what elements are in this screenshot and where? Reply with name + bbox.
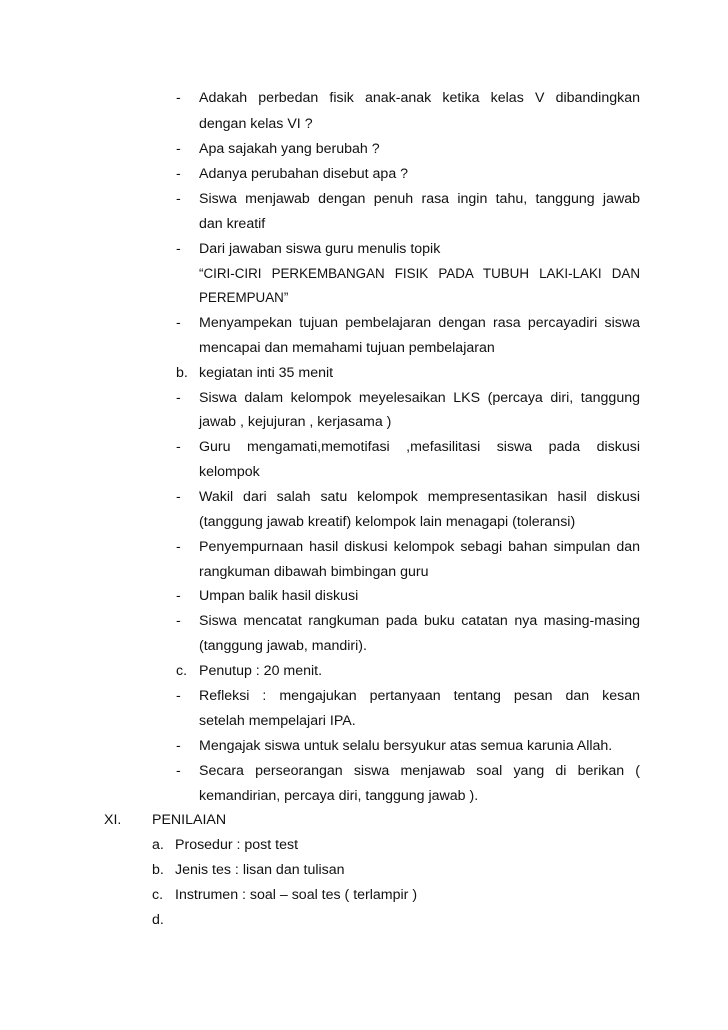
list-item-line: (tanggung jawab, mandiri). (199, 638, 367, 654)
list-marker: - (176, 141, 181, 157)
list-marker: - (176, 166, 181, 182)
list-item-line: Jenis tes : lisan dan tulisan (175, 862, 345, 878)
list-item-line: dengan kelas VI ? (199, 116, 313, 132)
list-item-line: “CIRI-CIRI PERKEMBANGAN FISIK PADA TUBUH LAKI-LAKI DAN (199, 266, 640, 281)
list-item-line: kemandirian, percaya diri, tanggung jawab ). (199, 788, 479, 804)
list-item-line: Secara perseorangan siswa menjawab soal yang di berikan ( (199, 763, 640, 779)
list-item-line: dan kreatif (199, 216, 266, 232)
list-item-line: Siswa mencatat rangkuman pada buku catatan nya masing-masing (199, 613, 640, 629)
list-item-line: rangkuman dibawah bimbingan guru (199, 564, 429, 580)
list-marker: - (176, 390, 181, 406)
list-marker: - (176, 489, 181, 505)
list-marker: - (176, 688, 181, 704)
list-item-line: jawab , kejujuran , kerjasama ) (199, 414, 392, 430)
list-item-line: Penutup : 20 menit. (199, 663, 323, 679)
list-marker: b. (152, 862, 164, 878)
list-item-line: mencapai dan memahami tujuan pembelajaran (199, 340, 495, 356)
list-item-line: Umpan balik hasil diskusi (199, 588, 359, 604)
list-marker: - (176, 763, 181, 779)
list-marker: - (176, 738, 181, 754)
list-item-line: PEREMPUAN” (199, 290, 289, 305)
list-item-line: Instrumen : soal – soal tes ( terlampir ) (175, 887, 418, 903)
list-item-line: Dari jawaban siswa guru menulis topik (199, 241, 441, 257)
list-item-line: Guru mengamati,memotifasi ,mefasilitasi siswa pada diskusi (199, 439, 640, 455)
list-marker: c. (152, 887, 164, 903)
list-item-line: Prosedur : post test (175, 837, 299, 853)
list-item-line: Siswa dalam kelompok meyelesaikan LKS (percaya diri, tanggung (199, 390, 640, 406)
list-item-line: kelompok (199, 464, 260, 480)
list-marker: - (176, 191, 181, 207)
list-item-line: Refleksi : mengajukan pertanyaan tentang pesan dan kesan (199, 688, 640, 704)
list-marker: - (176, 241, 181, 257)
list-marker: - (176, 439, 181, 455)
section-title: PENILAIAN (152, 812, 227, 828)
list-item-line: Wakil dari salah satu kelompok mempresentasikan hasil diskusi (199, 489, 640, 505)
list-marker: a. (152, 837, 164, 853)
list-item-line: Apa sajakah yang berubah ? (199, 141, 380, 157)
list-marker: - (176, 539, 181, 555)
list-item-line: Penyempurnaan hasil diskusi kelompok sebagi bahan simpulan dan (199, 539, 640, 555)
list-marker: - (176, 588, 181, 604)
list-item-line: Adanya perubahan disebut apa ? (199, 166, 409, 182)
section-number: XI. (104, 812, 122, 828)
list-marker: - (176, 613, 181, 629)
list-item-line: (tanggung jawab kreatif) kelompok lain menagapi (toleransi) (199, 514, 576, 530)
list-item-line: Adakah perbedan fisik anak-anak ketika kelas V dibandingkan (199, 90, 640, 106)
list-marker: d. (152, 912, 164, 928)
list-item-line: Menyampekan tujuan pembelajaran dengan rasa percayadiri siswa (199, 315, 640, 331)
list-marker: - (176, 315, 181, 331)
list-item-line: Mengajak siswa untuk selalu bersyukur atas semua karunia Allah. (199, 738, 613, 754)
list-item-line: Siswa menjawab dengan penuh rasa ingin tahu, tanggung jawab (199, 191, 640, 207)
list-marker: b. (176, 365, 188, 381)
list-item-line: setelah mempelajari IPA. (199, 713, 356, 729)
list-marker: - (176, 90, 181, 106)
list-item-line: kegiatan inti 35 menit (199, 365, 334, 381)
list-marker: c. (176, 663, 188, 679)
